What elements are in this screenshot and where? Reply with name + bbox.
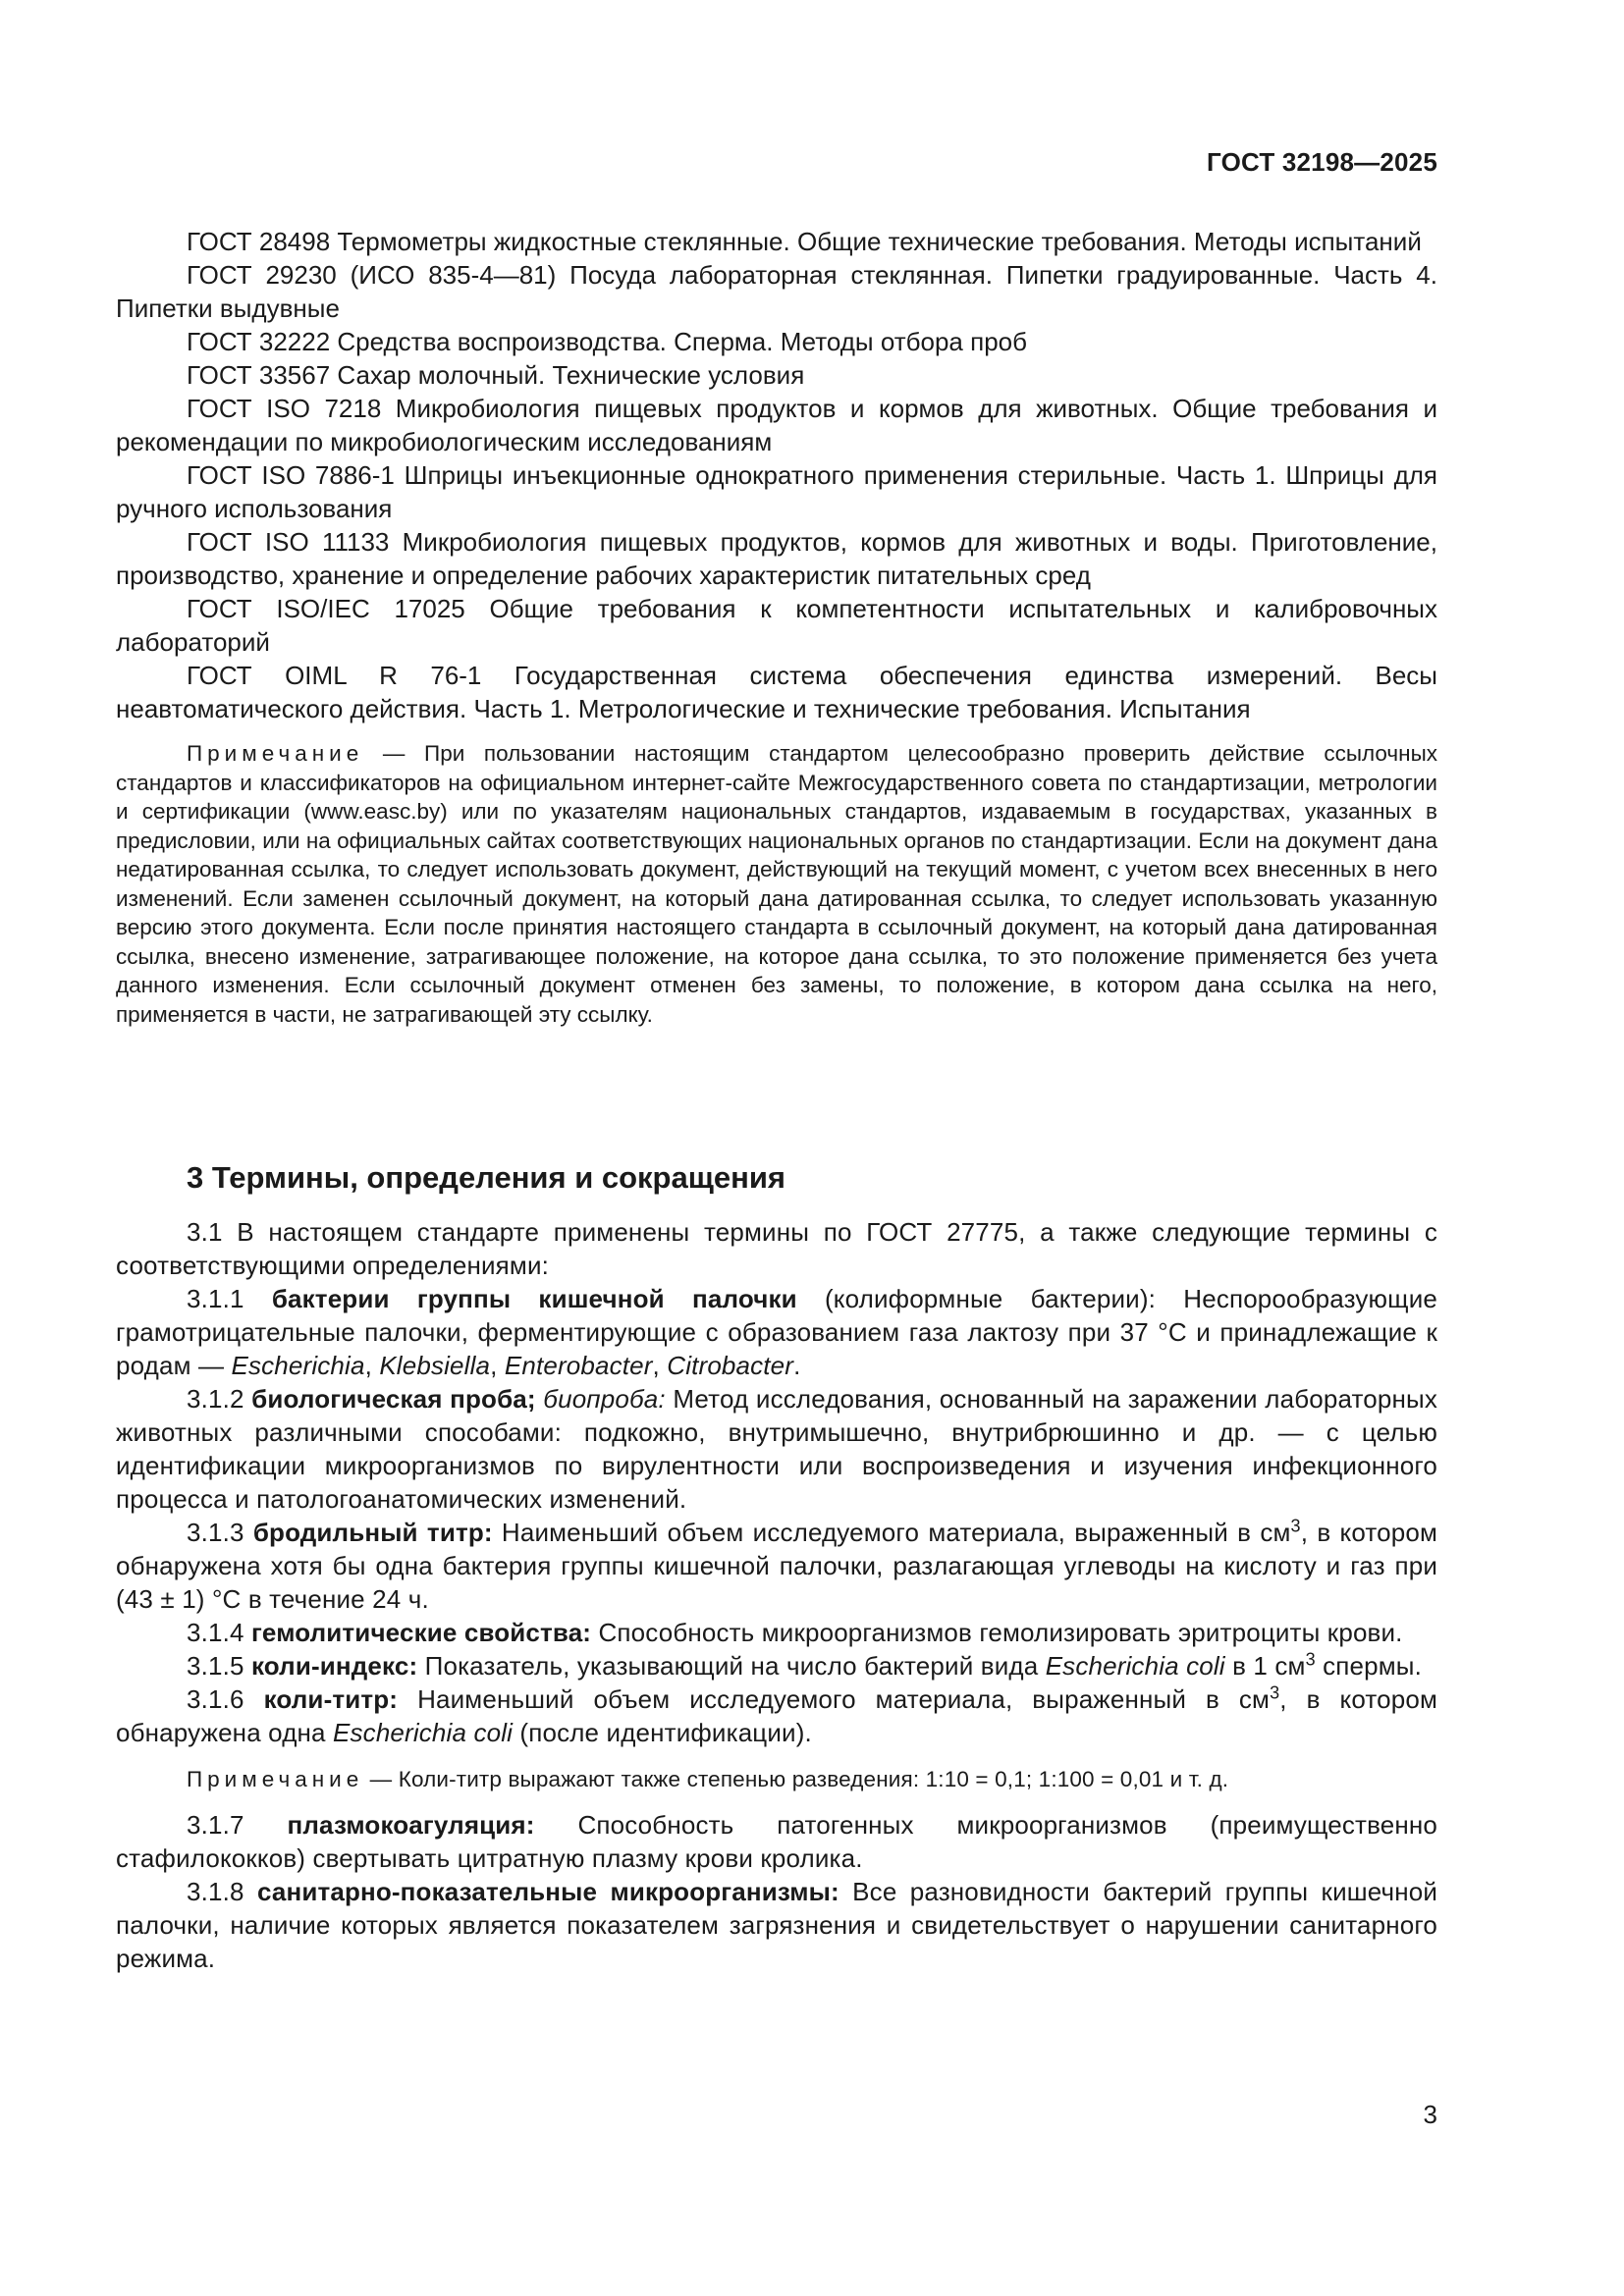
- term-number: 3.1.5: [187, 1651, 251, 1681]
- terms-intro: 3.1 В настоящем стандарте применены термины по ГОСТ 27775, а также следующие термины с соответствующими определениями:: [116, 1217, 1437, 1280]
- reference-item: ГОСТ 29230 (ИСО 835-4—81) Посуда лабораторная стеклянная. Пипетки градуированные. Часть 4. Пипетки выдувные: [116, 260, 1437, 323]
- term-number: 3.1.2: [187, 1384, 252, 1414]
- term-definition: (колиформные бактерии): Неспорообразующие грамотрицательные палочки, ферментирующие с образованием газа лактозу при 37 °С и принадлежащие к родам —: [116, 1284, 1438, 1380]
- term-definition: Наименьший объем исследуемого материала, выраженный в см: [398, 1684, 1271, 1714]
- term-3-1-1: 3.1.1 бактерии группы кишечной палочки (колиформные бактерии): Неспорообразующие грамотрицательные палочки, ферментирующие с образованием газа лактозу при 37 °С и принадлежащие к родам — Escherichia, Klebsiella, Enterobacter, Citrobacter.: [116, 1284, 1438, 1380]
- document-page: [116, 0, 1437, 2296]
- term-name: плазмокоагуляция:: [287, 1809, 535, 1840]
- page-number: 3: [1423, 2100, 1437, 2129]
- term-number: 3.1.1: [187, 1284, 272, 1313]
- term-3-1-6: 3.1.6 коли-титр: Наименьший объем исследуемого материала, выраженный в $см^3$, в котором обнаружена одна Escherichia coli (после идентификации).: [116, 1682, 1438, 1747]
- term-number: 3.1.7: [187, 1809, 288, 1840]
- reference-item: ГОСТ ISO/IEC 17025 Общие требования к компетентности испытательных и калибровочных лабораторий: [116, 594, 1437, 657]
- section-heading: 3 Термины, определения и сокращения: [187, 1160, 785, 1195]
- reference-item: ГОСТ 32222 Средства воспроизводства. Сперма. Методы отбора проб: [187, 327, 1028, 356]
- reference-item: ГОСТ OIML R 76-1 Государственная система обеспечения единства измерений. Весы неавтоматического действия. Часть 1. Метрологические и технические требования. Испытания: [116, 661, 1437, 723]
- reference-item: ГОСТ 28498 Термометры жидкостные стеклянные. Общие технические требования. Методы испытаний: [187, 227, 1422, 256]
- reference-item: ГОСТ ISO 7886-1 Шприцы инъекционные однократного применения стерильные. Часть 1. Шприцы для ручного использования: [116, 460, 1437, 523]
- species-name: Escherichia coli: [333, 1718, 514, 1747]
- term-number: 3.1.3: [187, 1518, 253, 1547]
- term-note: [116, 1765, 1437, 1794]
- genus-name: Escherichia: [231, 1351, 365, 1380]
- reference-item: ГОСТ ISO 11133 Микробиология пищевых продуктов, кормов для животных и воды. Приготовление, производство, хранение и определение рабочих характеристик питательных сред: [116, 527, 1437, 590]
- term-3-1-2: [116, 1382, 1437, 1516]
- term-name: биологическая проба;: [251, 1384, 536, 1414]
- term-name: санитарно-показательные микроорганизмы:: [256, 1876, 839, 1906]
- reference-item: ГОСТ ISO 7218 Микробиология пищевых продуктов и кормов для животных. Общие требования и рекомендации по микробиологическим исследованиям: [116, 394, 1437, 456]
- genus-name: Enterobacter: [504, 1351, 653, 1380]
- references-note: [116, 739, 1437, 1029]
- term-name: коли-титр:: [263, 1684, 399, 1714]
- note-label: Примечание: [187, 741, 364, 766]
- reference-item: ГОСТ 33567 Сахар молочный. Технические условия: [187, 360, 805, 390]
- term-3-1-4: [116, 1616, 1437, 1649]
- term-name: бактерии группы кишечной палочки: [271, 1284, 797, 1313]
- note-label: Примечание: [187, 1767, 364, 1791]
- term-name: гемолитические свойства:: [250, 1618, 592, 1647]
- term-3-1-5: 3.1.5 коли-индекс: Показатель, указывающий на число бактерий вида Escherichia coli в 1 $см^3$ спермы.: [187, 1649, 1422, 1681]
- term-3-1-7: [116, 1808, 1437, 1875]
- genus-name: Citrobacter: [667, 1351, 794, 1380]
- note-text: При пользовании настоящим стандартом целесообразно проверить действие ссылочных стандартов и классификаторов на официальном интернет-сайте Межгосударственного совета по стандартизации, метрологии и сертификации (www.easc.by) или по указателям национальных стандартов, издаваемым в государствах, указанных в предисловии, или на официальных сайтах соответствующих национальных органов по стандартизации. Если на документ дана недатированная ссылка, то следует использовать документ, действующий на текущий момент, с учетом всех внесенных в него изменений. Если заменен ссылочный документ, на который дана датированная ссылка, то следует использовать указанную версию этого документа. Если после принятия настоящего стандарта в ссылочный документ, на который дана датированная ссылка, внесено изменение, затрагивающее положение, на которое дана ссылка, то это положение применяется без учета данного изменения. Если ссылочный документ отменен без замены, то положение, в котором дана ссылка на него, применяется в части, не затрагивающей эту ссылку.: [116, 741, 1437, 1027]
- normative-references-list: [116, 225, 1437, 1029]
- term-number: 3.1.4: [187, 1618, 251, 1647]
- term-3-1-3: 3.1.3 бродильный титр: Наименьший объем исследуемого материала, выраженный в $см^3$, в котором обнаружена хотя бы одна бактерия группы кишечной палочки, разлагающая углеводы на кислоту и газ при (43 ± 1) °С в течение 24 ч.: [116, 1516, 1438, 1614]
- term-definition: Наименьший объем исследуемого материала, выраженный в см: [492, 1518, 1291, 1547]
- term-number: 3.1.8: [187, 1876, 257, 1906]
- note-dash: —: [363, 1767, 399, 1791]
- term-3-1-8: [116, 1875, 1437, 1975]
- term-synonym: биопроба:: [535, 1384, 666, 1414]
- genus-name: Klebsiella: [379, 1351, 491, 1380]
- note-text: Коли-титр выражают также степенью разведения: 1:10 = 0,1; 1:100 = 0,01 и т. д.: [398, 1767, 1229, 1791]
- term-definition: Метод исследования, основанный на заражении лабораторных животных различными способами: подкожно, внутримышечно, внутрибрюшинно и др. — с целью идентификации микроорганизмов по вирулентности или воспроизведения и изучения инфекционного процесса и патологоанатомических изменений.: [116, 1384, 1437, 1514]
- term-definition: Показатель, указывающий на число бактерий вида: [417, 1651, 1046, 1681]
- term-number: 3.1.6: [187, 1684, 264, 1714]
- document-code-header: ГОСТ 32198—2025: [1207, 147, 1437, 177]
- species-name: Escherichia coli: [1045, 1651, 1225, 1681]
- term-definition: Способность патогенных микроорганизмов (преимущественно стафилококков) свертывать цитратную плазму крови кролика.: [116, 1809, 1437, 1873]
- term-definition: Все разновидности бактерий группы кишечной палочки, наличие которых является показателем загрязнения и свидетельствует о нарушении санитарного режима.: [116, 1876, 1437, 1973]
- note-dash: —: [363, 741, 425, 766]
- term-name: коли-индекс:: [250, 1651, 418, 1681]
- term-definition: Способность микроорганизмов гемолизировать эритроциты крови.: [591, 1618, 1403, 1647]
- terms-section: [116, 1215, 1437, 1975]
- term-name: бродильный титр:: [252, 1518, 493, 1547]
